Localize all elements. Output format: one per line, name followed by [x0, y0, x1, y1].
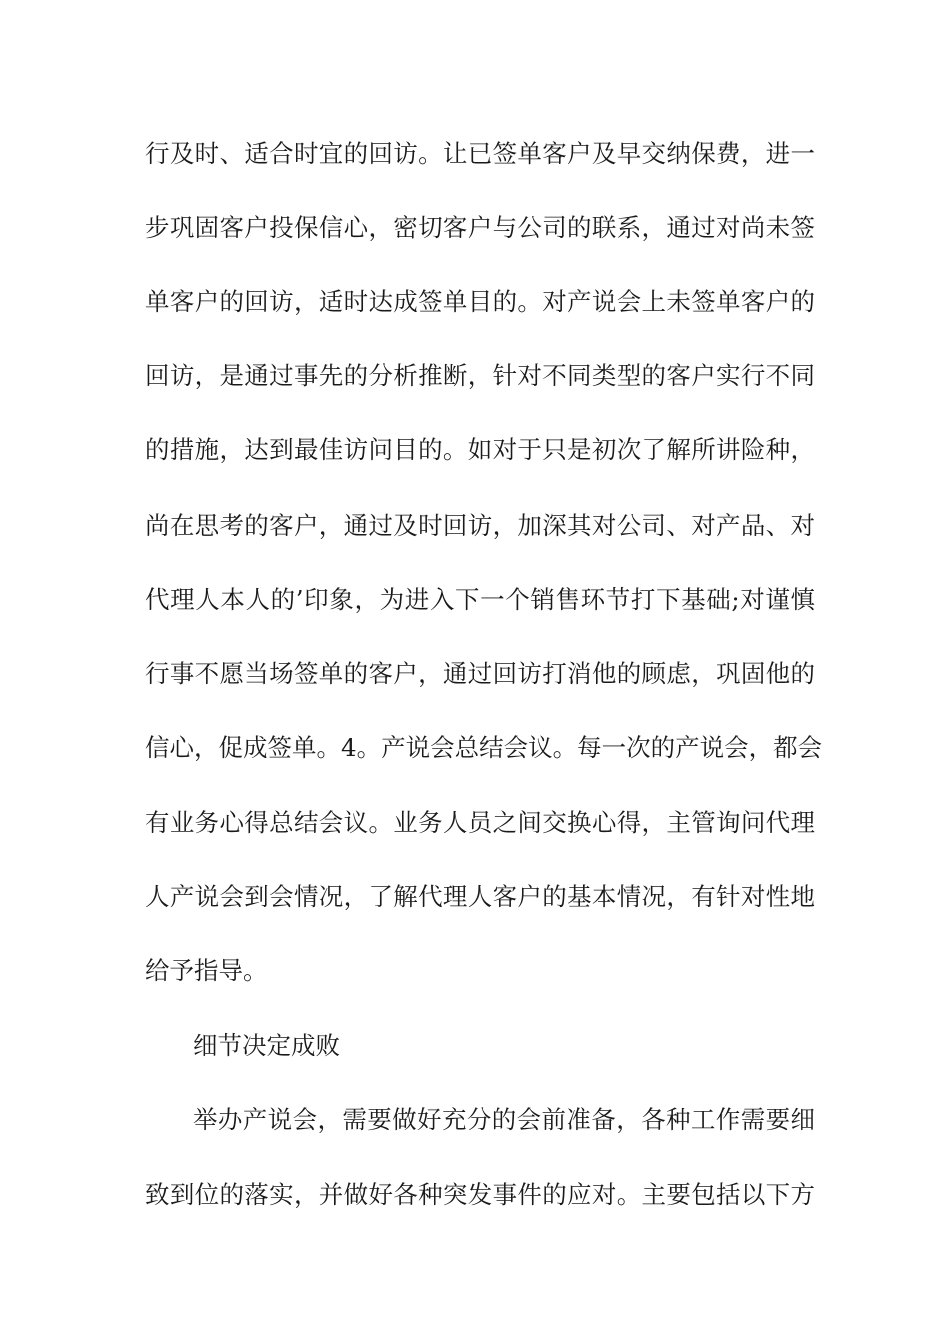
- body-text-line: 举办产说会，需要做好充分的会前准备，各种工作需要细: [193, 1105, 815, 1134]
- body-text-line: 有业务心得总结会议。业务人员之间交换心得，主管询问代理: [145, 808, 815, 837]
- body-text-line: 致到位的落实，并做好各种突发事件的应对。主要包括以下方: [145, 1180, 815, 1209]
- body-text-line: 人产说会到会情况，了解代理人客户的基本情况，有针对性地: [145, 882, 815, 911]
- body-text-line: 行事不愿当场签单的客户，通过回访打消他的顾虑，巩固他的: [145, 659, 815, 688]
- body-text-line: 回访，是通过事先的分析推断，针对不同类型的客户实行不同: [145, 361, 815, 390]
- body-text-line: 给予指导。: [145, 956, 268, 985]
- body-text-line: 单客户的回访，适时达成签单目的。对产说会上未签单客户的: [145, 287, 815, 316]
- body-text-line: 行及时、适合时宜的回访。让已签单客户及早交纳保费，进一: [145, 139, 815, 168]
- body-text-line: 步巩固客户投保信心，密切客户与公司的联系，通过对尚未签: [145, 213, 815, 242]
- section-heading: 细节决定成败: [193, 1031, 340, 1060]
- body-text-line: 尚在思考的客户，通过及时回访，加深其对公司、对产品、对: [145, 511, 815, 540]
- body-text-line: 的措施，达到最佳访问目的。如对于只是初次了解所讲险种，: [145, 435, 815, 464]
- body-text-line: 信心，促成签单。4。产说会总结会议。每一次的产说会，都会: [145, 733, 823, 762]
- body-text-line: 代理人本人的’印象，为进入下一个销售环节打下基础;对谨慎: [145, 585, 815, 614]
